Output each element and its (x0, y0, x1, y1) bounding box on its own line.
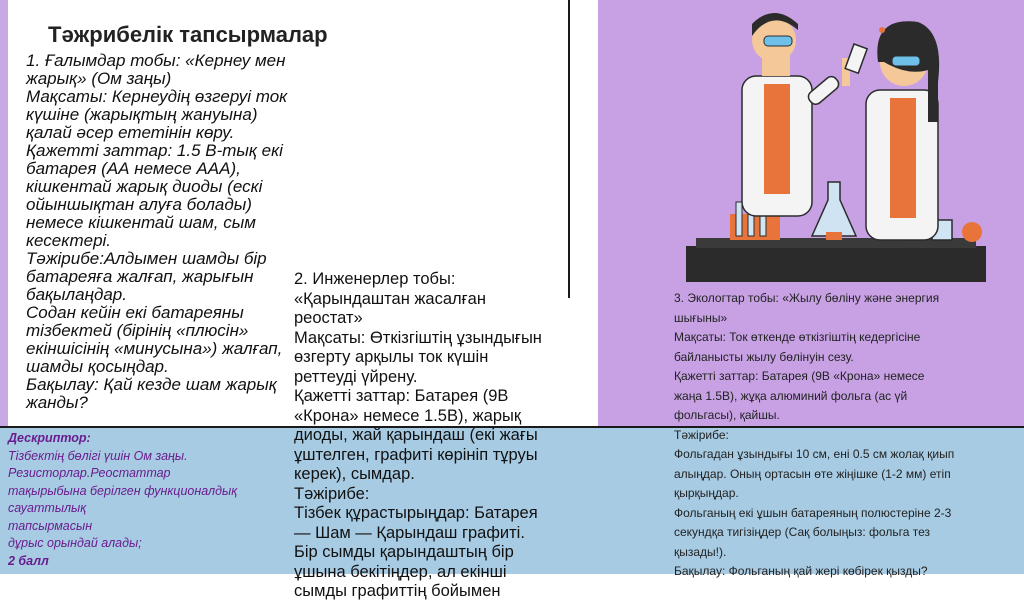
text-line: Қажетті заттар: 1.5 В-тық екі (26, 141, 283, 160)
flask-icon (812, 182, 856, 236)
two-scientists-lab-illustration (656, 6, 1012, 286)
text-line: өзгерту арқылы ток күшін (294, 348, 489, 366)
descriptor-line: тапсырмасын (8, 518, 93, 533)
text-line: — Шам — Қарындаш графиті. (294, 523, 525, 542)
text-line: Тәжірибе: (294, 484, 370, 503)
text-line: ұшына бекітіңдер, ал екінші (294, 562, 507, 581)
text-line: ұштелген, графиті көрініп тұруы (294, 445, 538, 464)
text-line: ойыншықтан алуға болады) (26, 195, 252, 214)
text-line: Фольгадан ұзындығы 10 см, ені 0.5 см жолақ қиып (674, 447, 955, 461)
text-line: диоды, жай қарындаш (екі жағы (294, 426, 538, 444)
text-line: Тәжірибе:Алдымен шамды бір (26, 249, 267, 268)
text-line: 3. Экологтар тобы: «Жылу бөліну және энергия (674, 291, 940, 305)
descriptor-line: дұрыс орындай алады; (8, 536, 142, 550)
lab-bench (686, 246, 986, 282)
text-line: Мақсаты: Ток өткенде өткізгіштің кедергісіне (674, 330, 921, 344)
text-line: батареяға жалғап, жарығын (26, 267, 254, 286)
text-line: Бір сымды қарындаштың бір (294, 543, 514, 561)
text-line: сымды графиттің бойымен (294, 582, 501, 600)
text-line: жанды? (26, 393, 88, 412)
text-line: шамды қосыңдар. (26, 357, 169, 376)
text-line: керек), сымдар. (294, 465, 415, 483)
text-line: байланысты жылу бөлінуін сезу. (674, 349, 854, 364)
text-line: 2. Инженерлер тобы: (294, 270, 456, 288)
text-line: Содан кейін екі батареяны (26, 303, 244, 322)
text-line: кішкентай жарық диоды (ескі (26, 177, 263, 196)
text-line: бақылаңдар. (26, 285, 127, 304)
left-accent-bar (0, 0, 8, 428)
text-line: жаңа 1.5В), жұқа алюминий фольга (ас үй (674, 388, 908, 403)
text-line: Бақылау: Қай кезде шам жарық (26, 375, 277, 394)
engineers-group-task (294, 270, 590, 602)
text-line: немесе кішкентай шам, сым (26, 213, 256, 232)
descriptor-block (8, 430, 278, 570)
mortar-icon (962, 222, 982, 242)
descriptor-line: сауаттылық (8, 501, 87, 515)
text-line: екіншісінің «минусына») жалғап, (26, 339, 283, 358)
descriptor-line: тақырыбына берілген функционалдық (8, 483, 238, 498)
text-line: қырқыңдар. (674, 486, 739, 500)
text-line: Қажетті заттар: Батарея (9В (294, 387, 509, 405)
text-line: Бақылау: Фольганың қай жері көбірек қызды? (674, 564, 928, 578)
text-line: фольгасы), қайшы. (674, 408, 780, 422)
text-line: батарея (АА немесе ААА), (26, 159, 241, 178)
text-line: тізбектей (бірінің «плюсін» (26, 321, 249, 340)
descriptor-title: Дескриптор: (8, 431, 91, 445)
text-line: қалай әсер ететінін көру. (26, 123, 235, 142)
text-line: жарық» (Ом заңы) (26, 69, 172, 88)
text-line: Мақсаты: Өткізгіштің ұзындығын (294, 328, 542, 347)
text-line: қызады!). (674, 544, 727, 559)
text-line: «Қарындаштан жасалған (294, 289, 486, 308)
text-line: реостат» (294, 309, 363, 327)
text-line: Тізбек құрастырыңдар: Батарея (294, 504, 538, 522)
text-line: секундқа тигізіңдер (Сақ болыңыз: фольга тез (674, 525, 930, 539)
vertical-divider (568, 0, 570, 298)
scientist-right (845, 21, 939, 240)
text-line: 1. Ғалымдар тобы: «Кернеу мен (26, 51, 286, 70)
text-line: реттеуді үйрену. (294, 367, 418, 386)
descriptor-line: Резисторлар.Реостаттар (8, 466, 171, 480)
text-line: кесектері. (26, 231, 112, 250)
scientists-group-task (26, 52, 326, 412)
text-line: Мақсаты: Кернеудің өзгеруі ток (26, 87, 288, 106)
text-line: «Крона» немесе 1.5В), жарық (294, 406, 522, 425)
ecologists-group-task (674, 289, 1010, 582)
descriptor-score: 2 балл (8, 553, 49, 568)
text-line: күшіне (жарықтың жануына) (26, 105, 258, 124)
text-line: Фольганың екі ұшын батареяның полюстеріне 2-3 (674, 505, 952, 520)
page-title: Тәжрибелік тапсырмалар (48, 22, 328, 47)
text-line: шығыны» (674, 310, 728, 325)
descriptor-line: Тізбектің бөлігі үшін Ом заңы. (8, 448, 188, 463)
text-line: алыңдар. Оның ортасын өте жіңішке (1-2 мм) етіп (674, 466, 951, 481)
text-line: Тәжірибе: (674, 427, 729, 442)
text-line: Қажетті заттар: Батарея (9В «Крона» немесе (674, 369, 925, 383)
